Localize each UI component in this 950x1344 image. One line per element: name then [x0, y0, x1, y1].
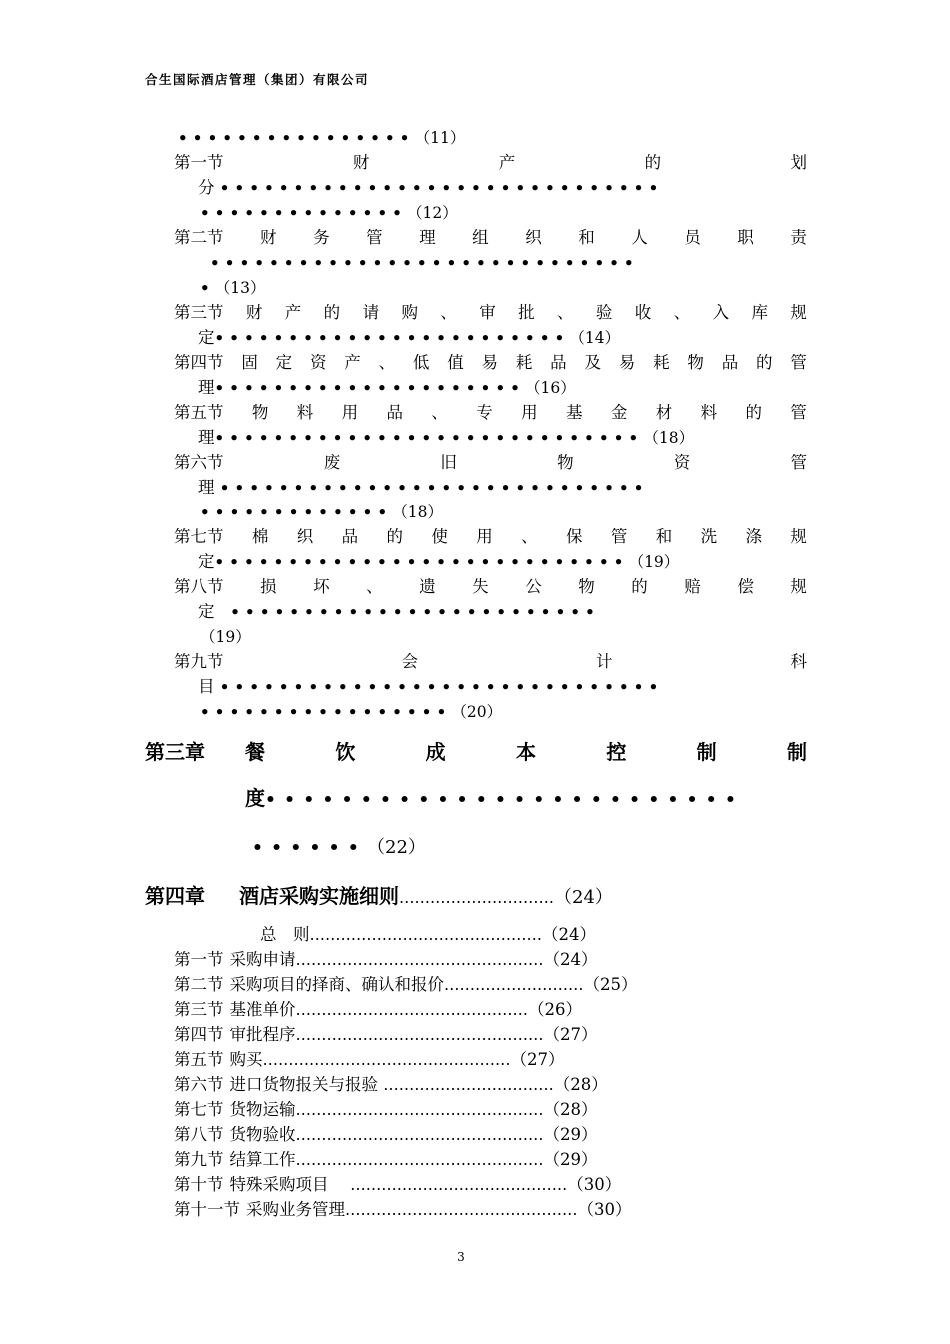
section-title-char: 织 — [525, 228, 542, 247]
page-ref: （25） — [583, 975, 638, 994]
section-title-char: 务 — [313, 228, 330, 247]
section-title-char: 和 — [655, 527, 673, 546]
page-number: 3 — [457, 1250, 465, 1264]
section-number: 第一节 — [174, 153, 224, 172]
section-title-char: 科 — [790, 652, 807, 671]
section-title-char: 请 — [362, 303, 380, 322]
toc-entry-s4-cont: 理•••••••••••••••••••••（16） — [198, 378, 576, 397]
section-number: 第四节 — [174, 353, 224, 372]
section-title-char: 、 — [557, 303, 574, 322]
section-title: 采购申请 — [229, 950, 296, 969]
section-title-char: 会 — [401, 652, 418, 671]
section-title-char: 值 — [447, 353, 464, 372]
section-number: 第八节 — [174, 577, 224, 596]
section-title-char: 坏 — [313, 577, 330, 596]
page-ref: （24） — [542, 925, 596, 944]
section-title-char: 、 — [521, 527, 538, 546]
toc-entry-s1-page: ••••••••••••••（12） — [200, 204, 458, 222]
section-title-char: 收 — [634, 303, 652, 322]
section-number: 第九节 — [174, 1150, 224, 1169]
section-title-char: 品 — [341, 527, 359, 546]
section-title-char: 资 — [673, 453, 691, 472]
section-title-char: 产 — [498, 153, 516, 172]
toc-entry-s5-cont: 理•••••••••••••••••••••••••••••（18） — [198, 428, 695, 447]
chapter-title-char: 制 — [696, 740, 717, 764]
chapter-title-char: 制 — [786, 740, 807, 764]
page-ref: （27） — [510, 1050, 565, 1069]
section-title-char: 财 — [260, 228, 277, 247]
chapter-title-char: 餐 — [245, 740, 265, 764]
toc-entry[interactable] — [174, 973, 638, 997]
section-number: 第七节 — [174, 527, 224, 546]
section-title-char: 用 — [341, 403, 359, 422]
section-title: 特殊采购项目 — [229, 1175, 351, 1194]
section-number: 第十一节 — [174, 1200, 240, 1219]
section-number: 第五节 — [174, 1050, 224, 1069]
toc-entry[interactable] — [260, 923, 596, 947]
section-title-char: 旧 — [440, 453, 457, 472]
section-title-char: 金 — [610, 403, 628, 422]
section-title-char: 理 — [419, 228, 436, 247]
dot-leader: ……………………………………… — [345, 1201, 578, 1219]
section-number: 第三节 — [174, 303, 224, 322]
section-number: 第九节 — [174, 652, 224, 671]
section-title-char: 财 — [245, 303, 263, 322]
section-title-char: 、 — [366, 577, 383, 596]
section-number: 第一节 — [174, 950, 224, 969]
toc-entry-s7[interactable] — [174, 525, 807, 549]
section-title-char: 耗 — [515, 353, 533, 372]
section-number: 第二节 — [174, 228, 224, 247]
section-title-char: 的 — [386, 527, 403, 546]
section-number: 第七节 — [174, 1100, 224, 1119]
section-title-char: 遗 — [419, 577, 436, 596]
dot-leader: ………………………………………… — [295, 1026, 544, 1044]
toc-chapter-3[interactable]: 第三章 餐 饮 成 本 控 制 制 — [145, 736, 807, 765]
page-ref: （26） — [528, 1000, 582, 1019]
section-title-char: 组 — [472, 228, 489, 247]
toc-entry-s4[interactable] — [174, 351, 807, 375]
section-title-char: 公 — [525, 577, 542, 596]
section-title: 采购业务管理 — [246, 1200, 345, 1219]
toc-entry-s6-page: •••••••••••••（18） — [200, 503, 443, 521]
section-title-char: 品 — [721, 353, 739, 372]
section-title-char: 料 — [700, 403, 718, 422]
toc-entry[interactable] — [174, 1173, 621, 1197]
section-title-char: 的 — [745, 403, 762, 422]
section-title: 审批程序 — [229, 1025, 296, 1044]
section-title-char: 的 — [644, 153, 662, 172]
section-number: 第三节 — [174, 1000, 224, 1019]
dot-leader: ………………………………………… — [295, 1126, 544, 1144]
page-ref: （24） — [543, 950, 598, 969]
section-number: 第八节 — [174, 1125, 224, 1144]
dot-leader: ……………………………………… — [295, 1001, 528, 1019]
dot-leader: ………………………………………… — [295, 951, 544, 969]
page-ref: （29） — [543, 1150, 598, 1169]
section-title-char: 偿 — [737, 577, 754, 596]
section-title-char: 员 — [684, 228, 701, 247]
section-title-char: 用 — [521, 403, 538, 422]
section-title-char: 的 — [323, 303, 341, 322]
section-title-char: 入 — [712, 303, 730, 322]
section-title: 结算工作 — [229, 1150, 296, 1169]
toc-entry-s9-cont: 目 •••••••••••••••••••••••••••••• — [198, 677, 664, 696]
section-title-char: 织 — [296, 527, 314, 546]
toc-entry-s6-cont: 理 ••••••••••••••••••••••••••••• — [198, 478, 649, 497]
section-title-char: 损 — [260, 577, 277, 596]
toc-entry-s9-page: •••••••••••••••••（20） — [200, 703, 503, 721]
section-title: 购买 — [229, 1050, 263, 1069]
section-title-char: 定 — [275, 353, 293, 372]
section-title-char: 验 — [595, 303, 613, 322]
section-title-char: 和 — [578, 228, 595, 247]
section-title: 货物运输 — [229, 1100, 296, 1119]
toc-entry-s8-cont: 定 ••••••••••••••••••••••••• — [198, 602, 600, 621]
section-title-char: 管 — [610, 527, 628, 546]
toc-entry-s2[interactable] — [174, 226, 807, 250]
page-ref: （29） — [543, 1125, 598, 1144]
dot-leader: …………………………………… — [350, 1176, 568, 1194]
section-title-char: 人 — [631, 228, 648, 247]
toc-entry[interactable] — [174, 1123, 598, 1147]
company-header: 合生国际酒店管理（集团）有限公司 — [145, 72, 370, 87]
section-title-char: 赔 — [684, 577, 701, 596]
toc-entry[interactable] — [174, 1023, 598, 1047]
chapter-title-char: 本 — [515, 740, 536, 764]
section-title-char: 失 — [472, 577, 489, 596]
section-number: 第六节 — [174, 1075, 224, 1094]
section-title: 采购项目的择商、确认和报价 — [229, 975, 444, 994]
section-title-char: 、 — [673, 303, 691, 322]
section-title-char: 规 — [790, 577, 807, 596]
section-number: 第二节 — [174, 975, 224, 994]
page-ref: （27） — [543, 1025, 598, 1044]
section-title-char: 物 — [687, 353, 704, 372]
section-title-char: 品 — [550, 353, 567, 372]
section-title: 进口货物报关与报验 — [229, 1075, 384, 1094]
page-ref: （30） — [577, 1200, 632, 1219]
toc-entry-s5[interactable] — [174, 401, 807, 425]
section-title-char: 管 — [366, 228, 383, 247]
toc-entry-s6[interactable] — [174, 451, 807, 475]
section-title-char: 划 — [790, 153, 807, 172]
section-title-char: 物 — [578, 577, 595, 596]
toc-entry[interactable] — [174, 948, 598, 972]
section-title-char: 易 — [481, 353, 498, 372]
section-title-char: 、 — [440, 303, 457, 322]
toc-entry-s2-page: •（13） — [200, 279, 266, 297]
toc-entry-s1[interactable] — [174, 151, 807, 175]
section-title-char: 涤 — [745, 527, 762, 546]
toc-entry[interactable] — [174, 1198, 632, 1222]
section-number: 第六节 — [174, 453, 224, 472]
section-title-char: 资 — [309, 353, 327, 372]
section-title-char: 批 — [518, 303, 535, 322]
section-title-char: 用 — [476, 527, 493, 546]
section-title-char: 耗 — [653, 353, 670, 372]
section-title-char: 物 — [557, 453, 574, 472]
toc-entry-s1-cont: 分 •••••••••••••••••••••••••••••• — [198, 178, 664, 197]
section-title-char: 专 — [476, 403, 493, 422]
toc-chapter-3-cont: 度••••••••••••••••••••••••• — [245, 786, 745, 810]
section-title-char: 管 — [790, 403, 807, 422]
toc-entry[interactable] — [174, 1073, 608, 1097]
dot-leader: …………………………… — [383, 1076, 554, 1094]
section-title: 基准单价 — [229, 1000, 296, 1019]
toc-continuation-line: ••••••••••••••••（11） — [178, 129, 466, 147]
section-title-char: 棉 — [251, 527, 269, 546]
section-title-char: 财 — [352, 153, 370, 172]
dot-leader: ……………………………………… — [309, 926, 542, 944]
toc-entry-s3[interactable] — [174, 301, 807, 325]
section-title-char: 料 — [296, 403, 314, 422]
page-ref: （28） — [553, 1075, 608, 1094]
section-title-char: 购 — [401, 303, 418, 322]
section-title: 货物验收 — [229, 1125, 296, 1144]
page-ref: （30） — [567, 1175, 622, 1194]
section-title-char: 材 — [655, 403, 673, 422]
dot-leader: ………………………………………… — [295, 1151, 544, 1169]
section-title-char: 审 — [479, 303, 496, 322]
toc-entry-s2-dots: ••••••••••••••••••••••••••••• — [210, 254, 639, 272]
section-title-char: 品 — [386, 403, 403, 422]
toc-entry[interactable] — [174, 1148, 598, 1172]
section-number: 第十节 — [174, 1175, 224, 1194]
section-title-char: 管 — [790, 353, 807, 372]
page-ref: （28） — [543, 1100, 598, 1119]
section-title-char: 规 — [790, 527, 807, 546]
section-title-char: 的 — [756, 353, 773, 372]
section-title: 总 则 — [260, 925, 310, 944]
dot-leader: ……………………… — [444, 976, 584, 994]
section-title-char: 低 — [412, 353, 430, 372]
dot-leader: ………………………………………… — [262, 1051, 511, 1069]
section-title-char: 基 — [566, 403, 583, 422]
section-title-char: 、 — [431, 403, 448, 422]
section-title-char: 计 — [596, 652, 613, 671]
toc-entry-s7-cont: 定••••••••••••••••••••••••••••（19） — [198, 552, 680, 571]
toc-entry-s9[interactable] — [174, 650, 807, 674]
toc-entry-s3-cont: 定••••••••••••••••••••••••（14） — [198, 328, 621, 347]
dot-leader: ………………………………………… — [295, 1101, 544, 1119]
section-title-char: 保 — [566, 527, 583, 546]
section-title-char: 库 — [751, 303, 768, 322]
toc-entry[interactable] — [174, 1098, 598, 1122]
section-title-char: 及 — [584, 353, 601, 372]
section-title-char: 固 — [241, 353, 258, 372]
toc-entry-s8-page: （19） — [200, 628, 251, 646]
section-title-char: 易 — [618, 353, 636, 372]
section-title-char: 责 — [790, 228, 807, 247]
section-number: 第四节 — [174, 1025, 224, 1044]
toc-entry-s8[interactable] — [174, 575, 807, 599]
chapter-title-char: 成 — [425, 740, 446, 764]
section-title-char: 职 — [737, 228, 754, 247]
section-title-char: 、 — [378, 353, 396, 372]
toc-chapter-4[interactable]: 第四章 酒店采购实施细则…………………………（24） — [145, 884, 613, 908]
chapter-title-char: 控 — [606, 740, 627, 764]
toc-entry[interactable] — [174, 1048, 565, 1072]
section-title-char: 产 — [284, 303, 302, 322]
section-title-char: 使 — [431, 527, 448, 546]
toc-entry[interactable] — [174, 998, 582, 1022]
section-title-char: 的 — [631, 577, 648, 596]
section-title-char: 废 — [323, 453, 341, 472]
section-title-char: 规 — [790, 303, 807, 322]
chapter-title-char: 饮 — [335, 740, 356, 764]
section-title-char: 管 — [790, 453, 807, 472]
section-number: 第五节 — [174, 403, 224, 422]
toc-chapter-3-page: ••••••（22） — [252, 837, 426, 858]
section-title-char: 洗 — [700, 527, 718, 546]
section-title-char: 产 — [344, 353, 361, 372]
section-title-char: 物 — [251, 403, 269, 422]
